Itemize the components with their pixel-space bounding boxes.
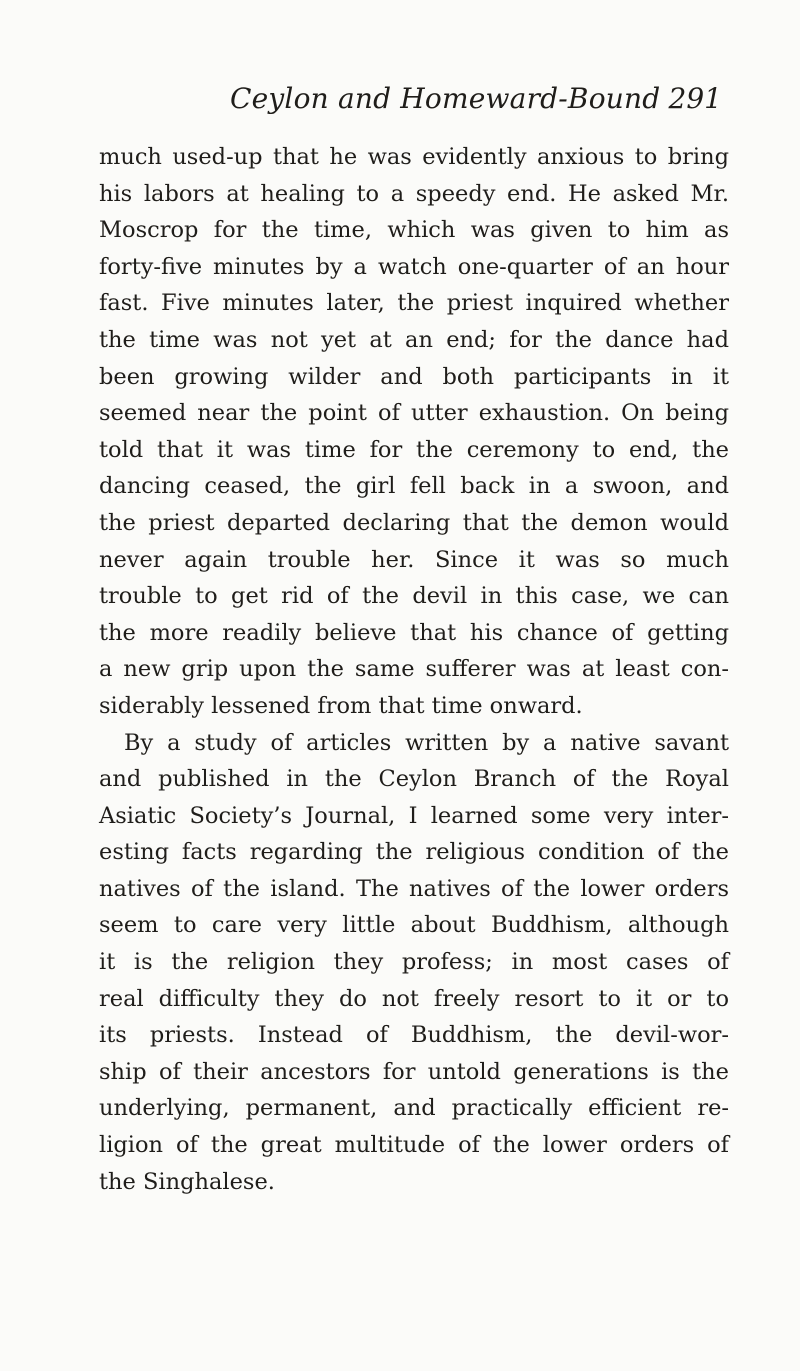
text-line: By a study of articles written by a native savant: [124, 729, 729, 756]
text-line: been growing wilder and both participants in it: [99, 363, 729, 390]
text-line: its priests. Instead of Buddhism, the devil-wor-: [99, 1022, 729, 1049]
text-line: dancing ceased, the girl fell back in a swoon, and: [99, 473, 729, 500]
text-line: forty-five minutes by a watch one-quarter of an hour: [99, 253, 729, 280]
text-line: never again trouble her. Since it was so much: [99, 546, 729, 573]
text-line: told that it was time for the ceremony to end, the: [99, 436, 729, 463]
paragraph-2: [99, 725, 729, 1201]
text-line: fast. Five minutes later, the priest inquired whether: [99, 290, 729, 317]
text-line: esting facts regarding the religious condition of the: [99, 839, 729, 866]
text-line: a new grip upon the same sufferer was at least con-: [99, 656, 729, 683]
text-line: Asiatic Society’s Journal, I learned some very inter-: [99, 802, 729, 829]
text-line: much used-up that he was evidently anxious to bring: [99, 144, 729, 170]
text-line: siderably lessened from that time onward.: [99, 692, 583, 719]
text-line: seemed near the point of utter exhaustion. On being: [99, 400, 729, 427]
paragraph-1: [99, 139, 729, 725]
text-line: the priest departed declaring that the demon would: [99, 509, 729, 536]
text-line: it is the religion they profess; in most cases of: [99, 949, 729, 976]
text-line: Moscrop for the time, which was given to him as: [99, 217, 729, 244]
body-text: [99, 139, 729, 1200]
text-line: ligion of the great multitude of the lower orders of: [99, 1132, 729, 1159]
text-line: real difficulty they do not freely resort to it or to: [99, 985, 729, 1012]
text-line: underlying, permanent, and practically efficient re-: [99, 1095, 729, 1122]
text-line: his labors at healing to a speedy end. He asked Mr.: [99, 180, 729, 207]
text-line: trouble to get rid of the devil in this case, we can: [99, 583, 729, 610]
text-line: the time was not yet at an end; for the dance had: [99, 326, 729, 353]
text-line: the Singhalese.: [99, 1168, 275, 1195]
text-line: and published in the Ceylon Branch of the Royal: [99, 766, 729, 793]
running-head: [230, 82, 722, 122]
text-line: seem to care very little about Buddhism, although: [99, 912, 729, 939]
text-line: the more readily believe that his chance of getting: [99, 619, 729, 646]
running-title: Ceylon and Homeward-Bound: [230, 82, 661, 115]
page-number: 291: [668, 82, 722, 115]
text-line: ship of their ancestors for untold generations is the: [99, 1058, 729, 1085]
text-line: natives of the island. The natives of the lower orders: [99, 875, 729, 902]
